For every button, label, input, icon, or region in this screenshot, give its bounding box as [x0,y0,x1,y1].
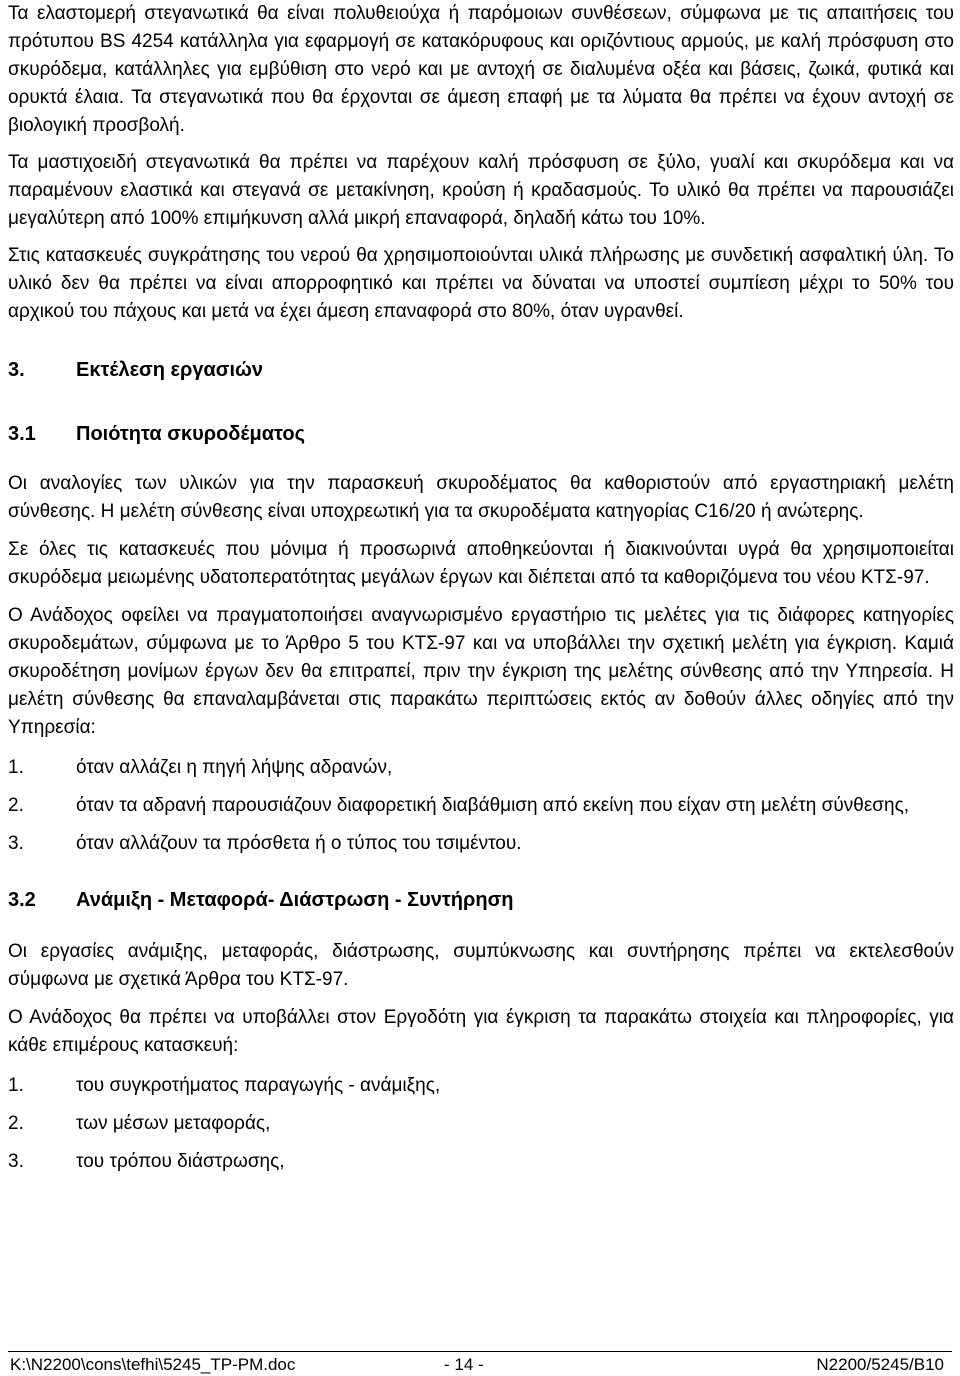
list-item [8,1110,954,1138]
list-item-text: όταν τα αδρανή παρουσιάζουν διαφορετική διαβάθμιση από εκείνη που είχαν στη μελέτη σύνθεσης, [76,795,910,816]
paragraph-watertight-concrete: Σε όλες τις κατασκευές που μόνιμα ή προσωρινά αποθηκεύονται ή διακινούνται υγρά θα χρησιμοποιείται σκυρόδεμα μειωμένης υδατοπερατότητας μεγάλων έργων και διέπεται από τα καθοριζόμενα του νέου ΚΤΣ-97. [8,539,954,588]
list-item-number: 3. [8,1151,24,1172]
section-title: Ποιότητα σκυροδέματος [76,423,305,445]
list-item-number: 1. [8,757,24,778]
section-title: Εκτέλεση εργασιών [76,359,264,381]
paragraph-joint-fillers: Στις κατασκευές συγκράτησης του νερού θα χρησιμοποιούνται υλικά πλήρωσης με συνδετική ασφαλτική ύλη. Το υλικό δεν θα πρέπει να είναι απορροφητικό και πρέπει να δύναται να υποστεί συμπίεση μέχρι το 50% του αρχικού του πάχους και μετά να έχει άμεση επαναφορά στο 80%, όταν υγρανθεί. [8,245,954,322]
list-item-number: 3. [8,833,24,854]
list-item-number: 2. [8,1113,24,1134]
list-item-text: των μέσων μεταφοράς, [76,1113,271,1134]
paragraph-submission: Ο Ανάδοχος θα πρέπει να υποβάλλει στον Εργοδότη για έγκριση τα παρακάτω στοιχεία και πληροφορίες, για κάθε επιμέρους κατασκευή: [8,1007,954,1056]
footer-document-code: N2200/5245/B10 [816,1355,944,1374]
section-title: Ανάμιξη - Μεταφορά- Διάστρωση - Συντήρηση [76,889,514,911]
list-item [8,830,954,858]
paragraph-elastomer-sealants: Τα ελαστομερή στεγανωτικά θα είναι πολυθειούχα ή παρόμοιων συνθέσεων, σύμφωνα με τις απαιτήσεις του πρότυπου BS 4254 κατάλληλα για εφαρμογή σε κατακόρυφους και οριζόντιους αρμούς, με καλή πρόσφυση στο σκυρόδεμα, κατάλληλες για εμβύθιση στο νερό και με αντοχή σε διαλυμένα οξέα και βάσεις, ζωικά, φυτικά και ορυκτά έλαια. Τα στεγανωτικά που θα έρχονται σε άμεση επαφή με τα λύματα θα πρέπει να έχουν αντοχή σε βιολογική προσβολή. [8,3,954,136]
list-item-number: 2. [8,795,24,816]
section-heading-3-2 [8,886,954,914]
list-item-text: του συγκροτήματος παραγωγής - ανάμιξης, [76,1075,441,1096]
paragraph-mix-ratios: Οι αναλογίες των υλικών για την παρασκευή σκυροδέματος θα καθοριστούν από εργαστηριακή μελέτη σύνθεσης. Η μελέτη σύνθεσης είναι υποχρεωτική για τα σκυροδέματα κατηγορίας C16/20 ή ανώτερης. [8,473,954,522]
list-item-text: όταν αλλάζουν τα πρόσθετα ή ο τύπος του τσιμέντου. [76,833,522,854]
list-item-text: του τρόπου διάστρωσης, [76,1151,285,1172]
paragraph-mastic-sealants: Τα μαστιχοειδή στεγανωτικά θα πρέπει να παρέχουν καλή πρόσφυση σε ξύλο, γυαλί και σκυρόδεμα και να παραμένουν ελαστικά και στεγανά σε μετακίνηση, κρούση ή κραδασμούς. Το υλικό θα πρέπει να παρουσιάζει μεγαλύτερη από 100% επιμήκυνση αλλά μικρή επαναφορά, δηλαδή κάτω του 10%. [8,152,954,229]
paragraph-contractor-studies: Ο Ανάδοχος οφείλει να πραγματοποιήσει αναγνωρισμένο εργαστήριο τις μελέτες για τις διάφορες κατηγορίες σκυροδεμάτων, σύμφωνα με το Άρθρο 5 του ΚΤΣ-97 και να υποβάλλει την σχετική μελέτη για έγκριση. Καμιά σκυροδέτηση μονίμων έργων δεν θα επιτραπεί, πριν την έγκριση της μελέτης σύνθεσης από την Υπηρεσία. Η μελέτη σύνθεσης θα επαναλαμβάνεται στις παρακάτω περιπτώσεις εκτός αν δοθούν άλλες οδηγίες από την Υπηρεσία: [8,605,954,738]
document-body [8,0,954,1176]
paragraph-mixing-works: Οι εργασίες ανάμιξης, μεταφοράς, διάστρωσης, συμπύκνωσης και συντήρησης πρέπει να εκτελεσθούν σύμφωνα με σχετικά Άρθρα του ΚΤΣ-97. [8,941,954,990]
list-item [8,792,954,820]
list-item [8,754,954,782]
list-item [8,1072,954,1100]
footer-page-number: - 14 - [444,1355,484,1374]
section-heading-3-1 [8,420,954,448]
section-heading-3 [8,356,954,384]
list-item [8,1148,954,1176]
section-number: 3.2 [8,889,36,911]
page-footer [8,1351,952,1374]
list-item-text: όταν αλλάζει η πηγή λήψης αδρανών, [76,757,393,778]
section-number: 3. [8,359,25,381]
footer-file-path: K:\N2200\cons\tefhi\5245_TP-PM.doc [10,1355,296,1374]
section-number: 3.1 [8,423,36,445]
list-item-number: 1. [8,1075,24,1096]
